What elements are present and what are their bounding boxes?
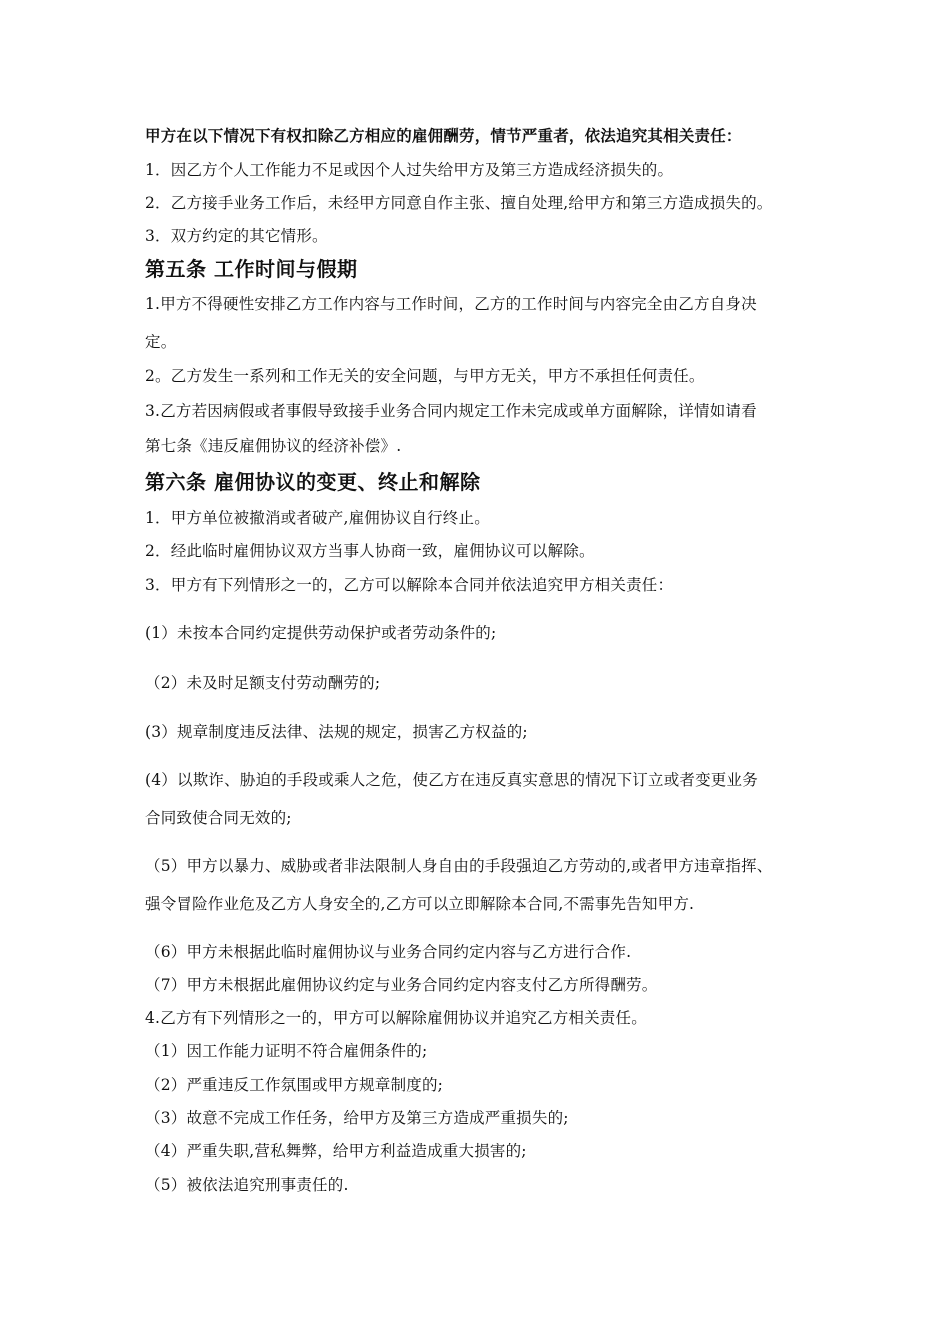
party-b-intro: 4.乙方有下列情形之一的，甲方可以解除雇佣协议并追究乙方相关责任。	[145, 1009, 647, 1027]
party-b-case-2: （2）严重违反工作氛围或甲方规章制度的;	[145, 1076, 444, 1094]
deduction-item-1: 1．因乙方个人工作能力不足或因个人过失给甲方及第三方造成经济损失的。	[145, 161, 674, 179]
article-5-line-5: 第七条《违反雇佣协议的经济补偿》.	[145, 437, 402, 455]
article-5-heading: 第五条 工作时间与假期	[145, 257, 358, 281]
deduction-header: 甲方在以下情况下有权扣除乙方相应的雇佣酬劳，情节严重者，依法追究其相关责任：	[145, 126, 742, 145]
deduction-item-2: 2．乙方接手业务工作后，未经甲方同意自作主张、擅自处理,给甲方和第三方造成损失的。	[145, 194, 773, 212]
article-6-case-5: （5）甲方以暴力、威胁或者非法限制人身自由的手段强迫乙方劳动的,或者甲方违章指挥、	[145, 857, 773, 875]
article-6-case-6: （6）甲方未根据此临时雇佣协议与业务合同约定内容与乙方进行合作.	[145, 943, 632, 961]
article-6-line-3: 3．甲方有下列情形之一的，乙方可以解除本合同并依法追究甲方相关责任：	[145, 576, 674, 594]
article-6-case-5-cont: 强令冒险作业危及乙方人身安全的,乙方可以立即解除本合同,不需事先告知甲方.	[145, 895, 695, 913]
article-5-line-4: 3.乙方若因病假或者事假导致接手业务合同内规定工作未完成或单方面解除，详情如请看	[145, 402, 757, 420]
article-6-line-1: 1．甲方单位被撤消或者破产,雇佣协议自行终止。	[145, 509, 490, 527]
party-b-case-4: （4）严重失职,营私舞弊，给甲方利益造成重大损害的;	[145, 1142, 527, 1160]
article-6-case-4-cont: 合同致使合同无效的;	[145, 809, 292, 827]
article-6-case-3: (3）规章制度违反法律、法规的规定，损害乙方权益的;	[145, 723, 528, 741]
deduction-item-3: 3．双方约定的其它情形。	[145, 227, 328, 245]
article-6-line-2: 2．经此临时雇佣协议双方当事人协商一致，雇佣协议可以解除。	[145, 542, 595, 560]
article-5-line-3: 2。乙方发生一系列和工作无关的安全问题，与甲方无关，甲方不承担任何责任。	[145, 367, 705, 385]
article-6-case-7: （7）甲方未根据此雇佣协议约定与业务合同约定内容支付乙方所得酬劳。	[145, 976, 658, 994]
article-6-heading: 第六条 雇佣协议的变更、终止和解除	[145, 470, 481, 494]
article-5-line-2: 定。	[145, 333, 177, 351]
party-b-case-5: （5）被依法追究刑事责任的.	[145, 1176, 349, 1194]
party-b-case-3: （3）故意不完成工作任务，给甲方及第三方造成严重损失的;	[145, 1109, 569, 1127]
article-5-line-1: 1.甲方不得硬性安排乙方工作内容与工作时间，乙方的工作时间与内容完全由乙方自身决	[145, 295, 757, 313]
article-6-case-2: （2）未及时足额支付劳动酬劳的;	[145, 674, 381, 692]
article-6-case-1: (1）未按本合同约定提供劳动保护或者劳动条件的;	[145, 624, 497, 642]
article-6-case-4: (4）以欺诈、胁迫的手段或乘人之危，使乙方在违反真实意思的情况下订立或者变更业务	[145, 771, 758, 789]
party-b-case-1: （1）因工作能力证明不符合雇佣条件的;	[145, 1042, 428, 1060]
